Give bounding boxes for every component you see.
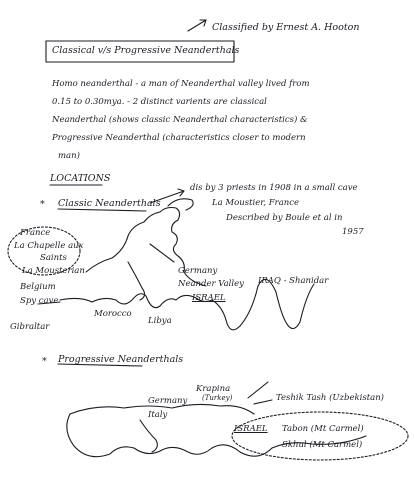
classic-note-1: dis by 3 priests in 1908 in a small cave — [190, 183, 358, 193]
intro-line-1: Homo neanderthal - a man of Neanderthal valley lived from — [52, 79, 310, 89]
classic-underline — [58, 209, 146, 211]
classic-heading: Classic Neanderthals — [58, 198, 161, 209]
label-la-chapelle: La Chapelle aux — [14, 241, 84, 251]
label-spy-cave: Spy cave — [20, 296, 59, 306]
intro-line-5: man) — [58, 151, 80, 161]
germany-arrow — [150, 244, 174, 262]
teshik-arrow — [254, 400, 272, 404]
page-title: Classical v/s Progressive Neanderthals — [52, 45, 240, 56]
label-prog-israel: ISRAEL — [234, 424, 268, 434]
classic-note-2: La Moustier, France — [212, 198, 300, 208]
label-libya: Libya — [148, 316, 172, 326]
label-gibraltar: Gibraltar — [10, 322, 50, 332]
intro-line-3: Neanderthal (shows classic Neanderthal characteristics) & — [52, 115, 308, 125]
intro-line-4: Progressive Neanderthal (characteristics closer to modern — [52, 133, 306, 143]
middle-east-coast — [240, 279, 314, 328]
progressive-heading: Progressive Neanderthals — [58, 354, 184, 365]
label-israel: ISRAEL — [192, 293, 226, 303]
label-la-mousterian: La Mousterian — [22, 266, 85, 276]
label-krapina: Krapina — [196, 384, 231, 394]
classified-by: Classified by Ernest A. Hooton — [212, 22, 360, 33]
label-tabon: Tabon (Mt Carmel) — [282, 424, 364, 434]
prog-italy-boot — [140, 420, 157, 452]
label-krapina-note: (Turkey) — [202, 394, 233, 402]
label-saints: Saints — [40, 253, 67, 263]
label-morocco: Morocco — [94, 309, 132, 319]
classic-note-3: Described by Boule et al in — [226, 213, 343, 223]
krapina-arrow — [248, 382, 268, 398]
label-prog-germany: Germany — [148, 396, 188, 406]
label-skhul: Skhul (Mt Carmel) — [282, 440, 363, 450]
label-teshik-tash: Teshik Tash (Uzbekistan) — [276, 393, 384, 403]
label-iraq: IRAQ - Shanidar — [258, 276, 329, 286]
label-prog-italy: Italy — [148, 410, 168, 420]
classic-note-year: 1957 — [342, 227, 364, 237]
label-belgium: Belgium — [20, 282, 56, 292]
label-germany: Germany — [178, 266, 218, 276]
locations-heading: LOCATIONS — [50, 173, 111, 184]
progressive-bullet: * — [42, 356, 47, 367]
prog-coastline — [67, 414, 272, 457]
classified-arrow — [188, 20, 206, 31]
intro-line-2: 0.15 to 0.30mya. - 2 distinct varients are classical — [52, 97, 267, 107]
label-neander-valley: Neander Valley — [178, 279, 244, 289]
scandinavia-outline — [168, 199, 193, 210]
classic-bullet: * — [40, 199, 45, 210]
label-france: France — [20, 228, 51, 238]
israel-ellipse — [232, 412, 408, 460]
